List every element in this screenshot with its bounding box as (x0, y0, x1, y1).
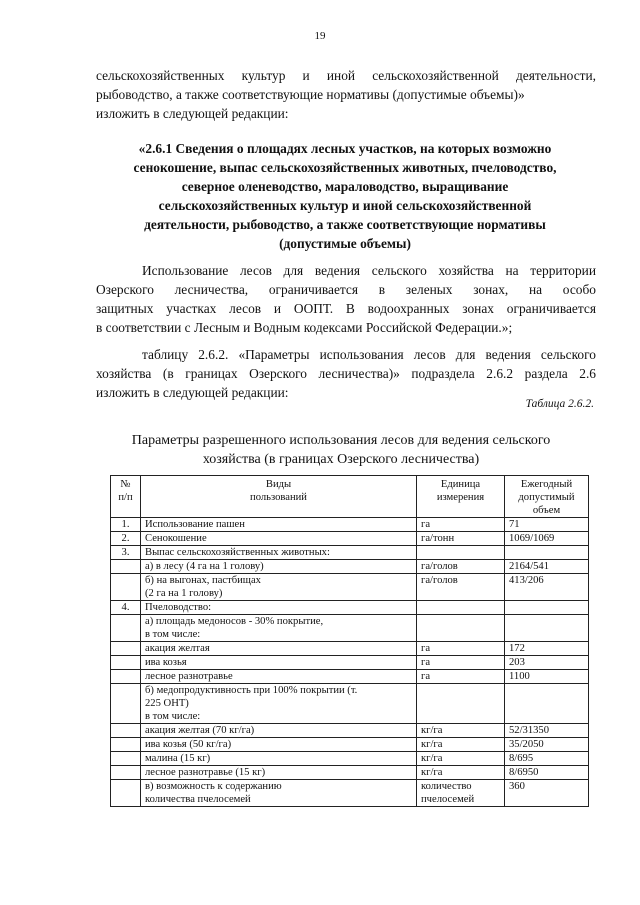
cell-unit (417, 546, 505, 560)
header-line: объем (532, 505, 561, 516)
table-row (111, 615, 589, 642)
cell-num: 1. (111, 518, 141, 532)
cell-volume (505, 766, 589, 780)
cell-volume (505, 546, 589, 560)
cell-unit (417, 780, 505, 807)
cell-line: б) медопродуктивность при 100% покрытии (т. (145, 685, 358, 696)
cell-line: 2164/541 (509, 561, 550, 572)
cell-volume (505, 574, 589, 601)
cell-line: кг/га (421, 753, 443, 764)
cell-line: а) площадь медоносов - 30% покрытие, (145, 616, 324, 627)
table-title (96, 431, 586, 469)
header-unit (417, 476, 505, 518)
cell-kind (141, 738, 417, 752)
cell-unit (417, 738, 505, 752)
header-volume (505, 476, 589, 518)
cell-unit (417, 560, 505, 574)
table-row (111, 738, 589, 752)
cell-line: га/тонн (421, 533, 455, 544)
cell-volume (505, 601, 589, 615)
cell-volume (505, 752, 589, 766)
cell-num: 4. (111, 601, 141, 615)
cell-line: га (421, 519, 431, 530)
cell-line: ива козья (50 кг/га) (145, 739, 232, 750)
text-line: таблицу 2.6.2. «Параметры использования лесов для ведения сельского (142, 347, 596, 362)
text-line: изложить в следующей редакции: (96, 106, 289, 121)
table-row (111, 670, 589, 684)
cell-line: (2 га на 1 голову) (145, 588, 223, 599)
table-row (111, 518, 589, 532)
title-line: хозяйства (в границах Озерского лесничества) (202, 452, 480, 467)
cell-kind (141, 670, 417, 684)
cell-num (111, 670, 141, 684)
cell-kind (141, 752, 417, 766)
cell-line: Выпас сельскохозяйственных животных: (145, 547, 330, 558)
cell-line: лесное разнотравье (15 кг) (145, 767, 266, 778)
cell-num (111, 642, 141, 656)
cell-kind (141, 574, 417, 601)
table-row (111, 752, 589, 766)
cell-unit (417, 532, 505, 546)
cell-line: 8/6950 (509, 767, 539, 778)
section-heading (90, 139, 600, 253)
cell-line: 71 (509, 519, 520, 530)
text-line: хозяйства (в границах Озерского лесничества)» подраздела 2.6.2 раздела 2.6 (96, 366, 596, 381)
heading-line: деятельности, рыбоводство, а также соответствующие нормативы (144, 217, 546, 232)
cell-line: кг/га (421, 725, 443, 736)
cell-kind (141, 724, 417, 738)
text-line: рыбоводство, а также соответствующие нормативы (допустимые объемы)» (96, 87, 525, 102)
cell-unit (417, 615, 505, 642)
header-kind (141, 476, 417, 518)
header-line: измерения (436, 492, 485, 503)
table-row (111, 546, 589, 560)
cell-line: 172 (509, 643, 525, 654)
cell-line: Использование пашен (145, 519, 245, 530)
cell-volume (505, 780, 589, 807)
title-line: Параметры разрешенного использования лесов для ведения сельского (131, 433, 551, 448)
cell-kind (141, 546, 417, 560)
cell-volume (505, 560, 589, 574)
cell-num: 3. (111, 546, 141, 560)
cell-num (111, 766, 141, 780)
cell-line: количество (421, 781, 472, 792)
cell-kind (141, 656, 417, 670)
cell-volume (505, 518, 589, 532)
cell-unit (417, 766, 505, 780)
cell-num (111, 615, 141, 642)
table-body (111, 518, 589, 807)
cell-volume (505, 738, 589, 752)
cell-line: Пчеловодство: (145, 602, 212, 613)
cell-kind (141, 532, 417, 546)
cell-line: в том числе: (145, 629, 201, 640)
cell-line: лесное разнотравье (145, 671, 233, 682)
cell-kind (141, 780, 417, 807)
cell-volume (505, 670, 589, 684)
header-line: допустимый (518, 492, 575, 503)
cell-line: га/голов (421, 561, 458, 572)
cell-line: в том числе: (145, 711, 201, 722)
cell-unit (417, 656, 505, 670)
header-num (111, 476, 141, 518)
table-row (111, 724, 589, 738)
heading-line: северное оленеводство, мараловодство, выращивание (181, 179, 509, 194)
cell-unit (417, 724, 505, 738)
cell-unit (417, 642, 505, 656)
cell-volume (505, 684, 589, 724)
cell-kind (141, 601, 417, 615)
cell-kind (141, 642, 417, 656)
cell-num: 2. (111, 532, 141, 546)
cell-line: пчелосемей (421, 794, 475, 805)
table-row (111, 684, 589, 724)
text-line: изложить в следующей редакции: (96, 385, 289, 400)
header-line: № (120, 479, 131, 490)
cell-volume (505, 656, 589, 670)
cell-unit (417, 670, 505, 684)
cell-line: акация желтая (70 кг/га) (145, 725, 255, 736)
cell-line: 52/31350 (509, 725, 550, 736)
cell-volume (505, 724, 589, 738)
text-line: Озерского лесничества, ограничивается в зеленых зонах, на особо (96, 282, 596, 297)
heading-line: сенокошение, выпас сельскохозяйственных животных, пчеловодство, (133, 160, 557, 175)
cell-line: 203 (509, 657, 525, 668)
table-row (111, 574, 589, 601)
heading-line: «2.6.1 Сведения о площадях лесных участков, на которых возможно (138, 141, 552, 156)
cell-num (111, 752, 141, 766)
cell-kind (141, 560, 417, 574)
cell-line: га/голов (421, 575, 458, 586)
table-row (111, 560, 589, 574)
cell-unit (417, 752, 505, 766)
cell-line: акация желтая (145, 643, 210, 654)
table-row (111, 532, 589, 546)
text-line: сельскохозяйственных культур и иной сельскохозяйственной деятельности, (96, 68, 596, 83)
cell-num (111, 724, 141, 738)
table-row (111, 601, 589, 615)
table-reference: Таблица 2.6.2. (525, 398, 594, 410)
cell-num (111, 656, 141, 670)
cell-line: Сенокошение (145, 533, 207, 544)
header-line: Виды (265, 479, 292, 490)
table-change-paragraph (96, 345, 596, 402)
cell-unit (417, 574, 505, 601)
cell-line: количества пчелосемей (145, 794, 251, 805)
usage-parameters-table (110, 475, 589, 807)
cell-kind (141, 766, 417, 780)
usage-paragraph (96, 261, 596, 337)
cell-line: 1069/1069 (509, 533, 555, 544)
cell-volume (505, 642, 589, 656)
table-row (111, 780, 589, 807)
heading-line: (допустимые объемы) (279, 236, 411, 251)
text-line: защитных участках лесов и ООПТ. В водоохранных зонах ограничивается (96, 301, 596, 316)
cell-line: 8/695 (509, 753, 534, 764)
cell-num (111, 738, 141, 752)
text-line: Использование лесов для ведения сельского хозяйства на территории (142, 263, 596, 278)
cell-line: кг/га (421, 739, 443, 750)
cell-line: в) возможность к содержанию (145, 781, 282, 792)
table-row (111, 766, 589, 780)
cell-line: 1100 (509, 671, 530, 682)
header-line: п/п (118, 492, 133, 503)
cell-line: 225 ОНТ) (145, 698, 189, 709)
header-line: Ежегодный (520, 479, 573, 490)
cell-line: а) в лесу (4 га на 1 голову) (145, 561, 264, 572)
cell-num (111, 780, 141, 807)
cell-unit (417, 684, 505, 724)
cell-line: б) на выгонах, пастбищах (145, 575, 261, 586)
heading-line: сельскохозяйственных культур и иной сельскохозяйственной (158, 198, 532, 213)
table-row (111, 642, 589, 656)
cell-line: га (421, 643, 431, 654)
cell-num (111, 560, 141, 574)
cell-unit (417, 601, 505, 615)
cell-line: га (421, 671, 431, 682)
cell-volume (505, 615, 589, 642)
table-row (111, 656, 589, 670)
cell-kind (141, 684, 417, 724)
cell-kind (141, 615, 417, 642)
cell-line: 360 (509, 781, 525, 792)
cell-line: 35/2050 (509, 739, 544, 750)
cell-unit (417, 518, 505, 532)
cell-num (111, 684, 141, 724)
cell-line: малина (15 кг) (145, 753, 211, 764)
cell-line: ива козья (145, 657, 187, 668)
text-line: в соответствии с Лесным и Водным кодексами Российской Федерации.»; (96, 320, 513, 335)
cell-num (111, 574, 141, 601)
cell-line: кг/га (421, 767, 443, 778)
cell-volume (505, 532, 589, 546)
header-line: Единица (440, 479, 481, 490)
page-number: 19 (314, 30, 326, 42)
header-line: пользований (250, 492, 307, 503)
cell-line: 413/206 (509, 575, 544, 586)
table-header-row (111, 476, 589, 518)
intro-paragraph (96, 66, 596, 123)
cell-line: га (421, 657, 431, 668)
cell-kind (141, 518, 417, 532)
